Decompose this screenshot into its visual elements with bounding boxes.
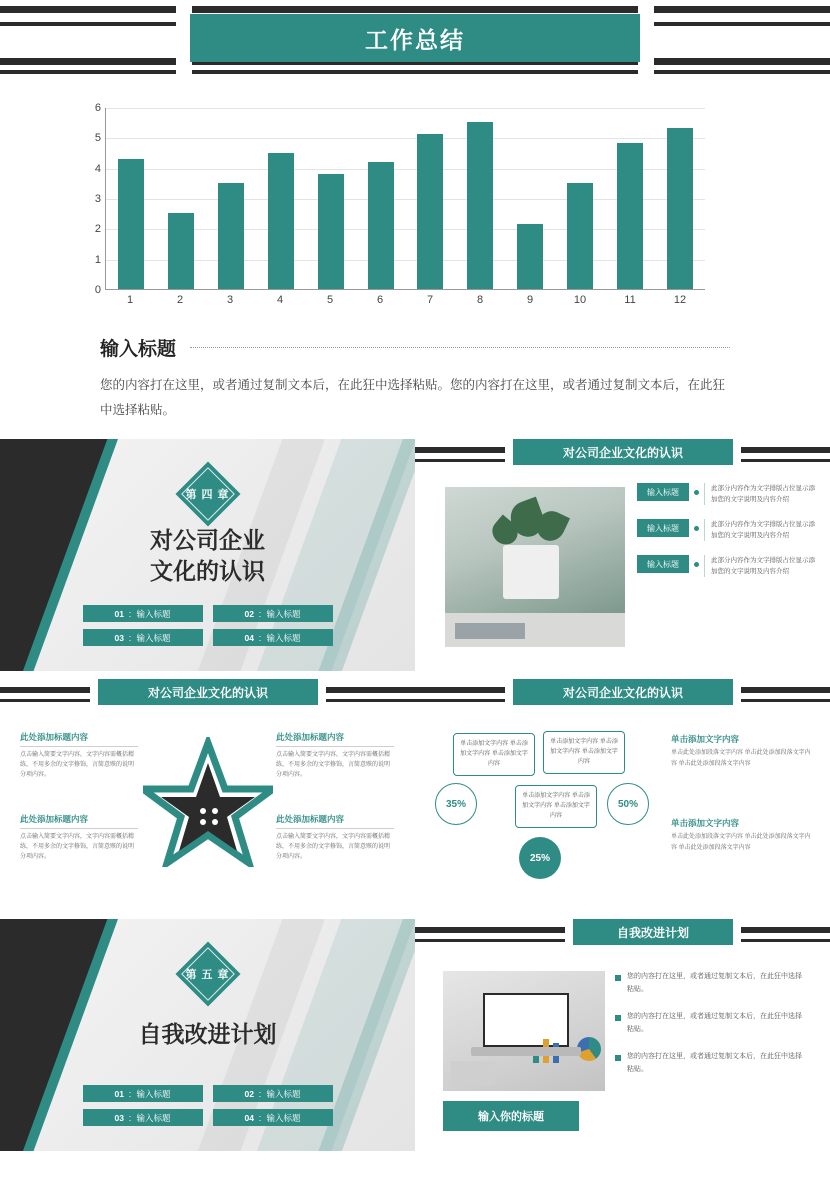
decorative-stripe	[0, 70, 830, 74]
book-shape	[455, 623, 525, 639]
slide-improvement-plan	[415, 919, 830, 1151]
chapter-item-list	[83, 605, 333, 646]
chart-bar	[667, 128, 693, 289]
bar-slot	[306, 108, 356, 289]
chapter-item[interactable]	[213, 605, 333, 622]
right-text-block	[671, 733, 811, 770]
slide-star-diagram	[0, 679, 415, 911]
title-banner	[190, 14, 640, 62]
y-tick: 3	[94, 193, 101, 205]
slide-row-a	[0, 439, 830, 671]
chapter-item-number: 01	[114, 608, 124, 619]
chapter-item-label: ：输入标题	[257, 632, 301, 643]
x-tick: 7	[426, 294, 434, 306]
y-tick: 1	[94, 253, 101, 266]
content-slide	[415, 679, 830, 911]
chapter-item-number: 02	[244, 1088, 254, 1099]
right-text-title: 单击添加文字内容	[671, 734, 740, 744]
x-tick: 3	[226, 294, 234, 306]
y-tick: 5	[94, 132, 101, 145]
step-dot-icon	[694, 562, 699, 567]
laptop-base	[471, 1047, 581, 1056]
section-body-text: 您的内容打在这里，或者通过复制文本后，在此狂中选择粘贴。您的内容打在这里，或者通过复制文本后，在此狂中选择粘贴。	[100, 378, 726, 417]
photo-caption-box: 输入你的标题	[443, 1101, 579, 1131]
chapter-item[interactable]	[83, 1109, 203, 1126]
chart-bar	[318, 174, 344, 289]
bar-slot	[206, 108, 256, 289]
chart-bars	[106, 108, 705, 289]
chart-x-axis	[105, 294, 705, 306]
right-text-block	[671, 817, 811, 854]
step-text: 此部分内容作为文字排版占位显示添加您的文字说明及内容介绍	[704, 483, 819, 505]
star-text-block	[276, 813, 394, 863]
chapter-item[interactable]	[213, 629, 333, 646]
bar-slot	[605, 108, 655, 289]
step-item[interactable]	[637, 483, 819, 505]
step-chip: 输入标题	[637, 555, 689, 573]
slide-chart	[0, 78, 830, 439]
banner-mask-right	[638, 0, 654, 78]
y-tick: 0	[94, 284, 101, 296]
slide-chapter-four	[0, 439, 415, 671]
bullet-item	[615, 971, 805, 997]
chapter-item-number: 01	[114, 1088, 124, 1099]
chart-plot-area	[105, 108, 705, 290]
step-dot-icon	[694, 490, 699, 495]
divider	[20, 746, 138, 747]
step-chip: 输入标题	[637, 483, 689, 501]
slide-chapter-five	[0, 919, 415, 1151]
chart-bar	[517, 224, 543, 289]
bar-slot	[555, 108, 605, 289]
bullet-item	[615, 1051, 805, 1077]
bullet-square-icon	[615, 975, 621, 981]
chapter-title-line1: 自我改进计划	[138, 1021, 277, 1047]
chapter-title	[0, 1019, 415, 1050]
y-tick: 6	[94, 102, 101, 114]
chart-bar	[417, 134, 443, 289]
chart-bar	[567, 183, 593, 289]
chart-bar	[118, 159, 144, 289]
slide-header-banner	[513, 439, 733, 465]
star-text-title: 此处添加标题内容	[20, 732, 89, 742]
star-text-title: 此处添加标题内容	[276, 814, 345, 824]
bar-slot	[455, 108, 505, 289]
content-slide	[0, 679, 415, 911]
chapter-cover	[0, 439, 415, 671]
chapter-title-line2: 文化的认识	[150, 558, 265, 585]
percent-circle[interactable]: 25%	[519, 837, 561, 879]
chapter-item-number: 03	[114, 1112, 124, 1123]
bullet-list	[615, 971, 805, 1091]
chapter-cover	[0, 919, 415, 1151]
bar-slot	[356, 108, 406, 289]
x-tick: 12	[673, 294, 687, 306]
slide-header-title: 自我改进计划	[616, 925, 689, 940]
chart-bar	[617, 143, 643, 289]
chapter-item-number: 04	[244, 632, 254, 643]
x-tick: 6	[376, 294, 384, 306]
slide-row-b	[0, 679, 830, 911]
step-list	[637, 483, 819, 591]
x-tick: 11	[624, 294, 636, 306]
step-text: 此部分内容作为文字排版占位显示添加您的文字说明及内容介绍	[704, 519, 819, 541]
bar-slot	[256, 108, 306, 289]
chapter-number: 第 四 章	[185, 489, 230, 501]
step-item[interactable]	[637, 519, 819, 541]
chapter-item[interactable]	[83, 605, 203, 622]
page-title: 工作总结	[365, 26, 465, 53]
pot-shape	[503, 545, 559, 599]
bar-slot	[156, 108, 206, 289]
slide-title-banner	[0, 0, 830, 78]
chapter-item[interactable]	[213, 1109, 333, 1126]
slide-header-title: 对公司企业文化的认识	[562, 445, 683, 460]
x-tick: 5	[326, 294, 334, 306]
speech-bubble[interactable]: 单击添加文字内容 单击添加文字内容 单击添加文字内容	[543, 731, 625, 774]
heading-divider	[190, 347, 730, 348]
bullet-text: 您的内容打在这里，或者通过复制文本后，在此狂中选择粘贴。	[627, 973, 802, 993]
x-tick: 8	[476, 294, 484, 306]
star-text-title: 此处添加标题内容	[276, 732, 345, 742]
chart-bar	[268, 153, 294, 290]
chapter-item-label: ：输入标题	[127, 632, 171, 643]
x-tick: 9	[526, 294, 534, 306]
bar-slot	[655, 108, 705, 289]
percent-circle[interactable]: 35%	[435, 783, 477, 825]
step-item[interactable]	[637, 555, 819, 577]
y-tick: 4	[94, 162, 101, 175]
bullet-square-icon	[615, 1015, 621, 1021]
section-heading-text: 输入标题	[100, 339, 177, 360]
slide-header-banner	[573, 919, 733, 945]
slide-row-c	[0, 919, 830, 1151]
section-heading	[100, 334, 730, 361]
x-tick: 1	[126, 294, 134, 306]
chart-bar	[218, 183, 244, 289]
speech-bubble[interactable]: 单击添加文字内容 单击添加文字内容 单击添加文字内容	[515, 785, 597, 828]
chart-bar	[368, 162, 394, 289]
star-text-body: 点击输入简要文字内容，文字内容需概括精练，不用多余的文字修饰，言简意赅的说明分项内容。	[276, 834, 391, 860]
speech-bubble[interactable]: 单击添加文字内容 单击添加文字内容 单击添加文字内容	[453, 733, 535, 776]
star-text-block	[20, 731, 138, 781]
chapter-item[interactable]	[83, 629, 203, 646]
slide-header-banner	[513, 679, 733, 705]
decorative-stripe	[0, 6, 830, 13]
bar-slot	[505, 108, 555, 289]
star-text-body: 点击输入简要文字内容，文字内容需概括精练，不用多余的文字修饰，言简意赅的说明分项内容。	[20, 834, 135, 860]
divider	[276, 828, 394, 829]
bullet-item	[615, 1011, 805, 1037]
content-slide	[415, 919, 830, 1151]
chapter-item-label: ：输入标题	[127, 1088, 171, 1099]
bullet-square-icon	[615, 1055, 621, 1061]
chapter-item-list	[83, 1085, 333, 1126]
slide-bubbles	[415, 679, 830, 911]
laptop-photo	[443, 971, 605, 1091]
step-chip: 输入标题	[637, 519, 689, 537]
chapter-item-number: 03	[114, 632, 124, 643]
chapter-item-label: ：输入标题	[127, 608, 171, 619]
divider	[276, 746, 394, 747]
slide-gap	[0, 671, 830, 679]
chart-bar	[467, 122, 493, 289]
star-text-columns	[0, 731, 415, 901]
notepad-shape	[451, 1061, 495, 1085]
bar-slot	[406, 108, 456, 289]
bullet-text: 您的内容打在这里，或者通过复制文本后，在此狂中选择粘贴。	[627, 1052, 802, 1073]
chapter-title	[0, 525, 415, 587]
bar-chart	[94, 102, 705, 308]
chart-y-axis	[83, 102, 101, 296]
slide-header-banner	[98, 679, 318, 705]
chapter-item-number: 02	[244, 608, 254, 619]
chapter-item-label: ：输入标题	[257, 1088, 301, 1099]
percent-circle[interactable]: 50%	[607, 783, 649, 825]
chapter-number: 第 五 章	[185, 969, 230, 981]
chapter-item-number: 04	[244, 1112, 254, 1123]
x-tick: 4	[276, 294, 284, 306]
chapter-item[interactable]	[213, 1085, 333, 1102]
slide-gap	[0, 911, 830, 919]
step-text: 此部分内容作为文字排版占位显示添加您的文字说明及内容介绍	[704, 555, 819, 577]
chapter-title-line1: 对公司企业	[150, 527, 265, 553]
plant-photo	[445, 487, 625, 647]
slide-header-title: 对公司企业文化的认识	[562, 685, 683, 700]
right-text-title: 单击添加文字内容	[671, 818, 740, 828]
slide-culture-photo	[415, 439, 830, 671]
star-text-title: 此处添加标题内容	[20, 814, 89, 824]
chapter-item-label: ：输入标题	[257, 608, 301, 619]
x-tick: 10	[573, 294, 587, 306]
bullet-text: 您的内容打在这里，或者通过复制文本后，在此狂中选择粘贴。	[627, 1012, 802, 1033]
slide-header-title: 对公司企业文化的认识	[147, 685, 268, 700]
divider	[20, 828, 138, 829]
right-text-body: 单击此处添加段落文字内容 单击此处添加段落文字内容 单击此处添加段落文字内容	[671, 750, 811, 767]
step-dot-icon	[694, 526, 699, 531]
bar-slot	[106, 108, 156, 289]
chapter-item[interactable]	[83, 1085, 203, 1102]
chart-bar	[168, 213, 194, 289]
star-text-body: 点击输入简要文字内容，文字内容需概括精练，不用多余的文字修饰，言简意赅的说明分项内容。	[276, 752, 391, 778]
star-text-block	[276, 731, 394, 781]
star-text-body: 点击输入简要文字内容，文字内容需概括精练，不用多余的文字修饰，言简意赅的说明分项内容。	[20, 752, 135, 778]
y-tick: 2	[94, 223, 101, 236]
laptop-screen	[483, 993, 569, 1047]
chapter-item-label: ：输入标题	[257, 1112, 301, 1123]
star-text-block	[20, 813, 138, 863]
chapter-item-label: ：输入标题	[127, 1112, 171, 1123]
content-slide	[415, 439, 830, 671]
right-text-body: 单击此处添加段落文字内容 单击此处添加段落文字内容 单击此处添加段落文字内容	[671, 834, 811, 851]
x-tick: 2	[176, 294, 184, 306]
